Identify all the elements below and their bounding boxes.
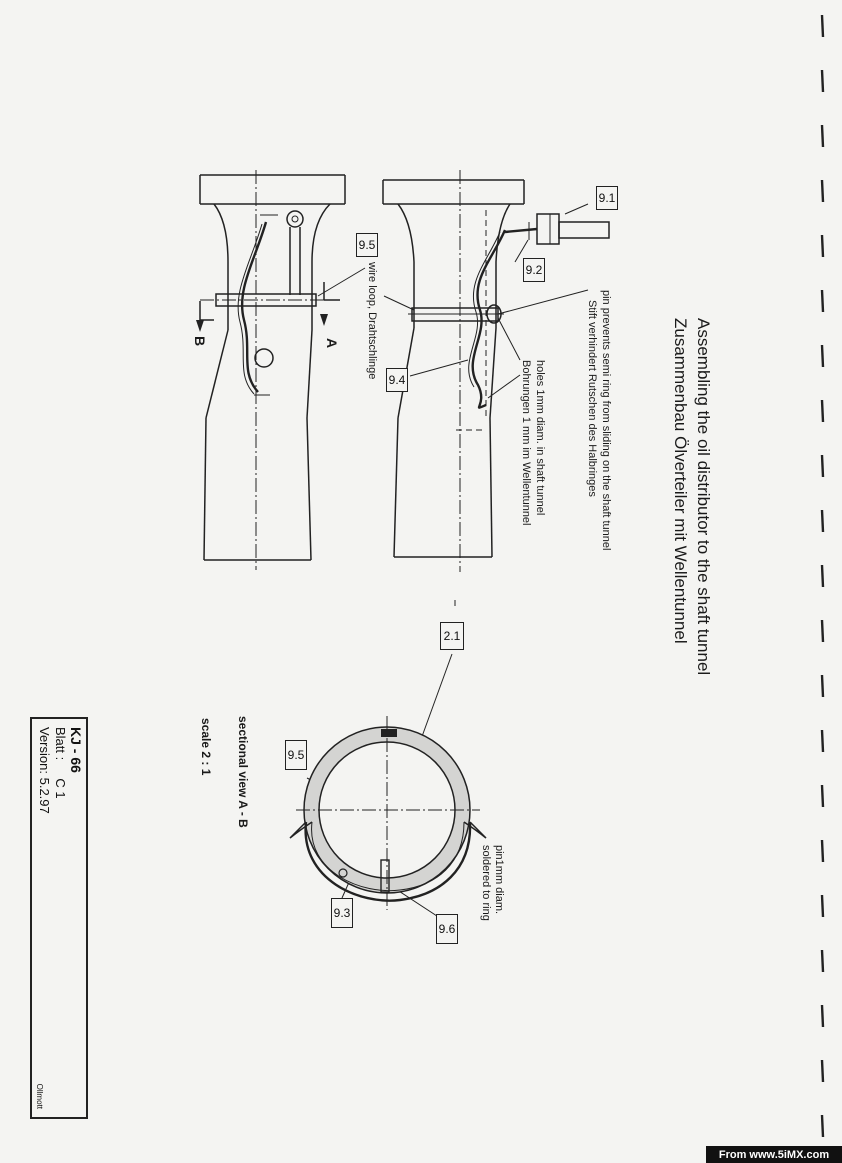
sectional-view-a-b (290, 716, 486, 910)
holes-note-german: Bohrungen 1 mm im Wellentunnel (520, 360, 532, 526)
sectional-view-label: sectional view A - B (236, 716, 250, 828)
binder-marks (822, 15, 823, 1137)
section-marker-b: B (192, 336, 208, 347)
wire-loop-label: wire loop, Drahtschlinge (366, 262, 378, 380)
part-tag-9-5-section: 9.5 (285, 740, 307, 770)
pin-note-german: Stift verhindert Rutschen des Halbringes (586, 300, 598, 497)
part-tag-9-1: 9.1 (596, 186, 618, 210)
title-block (30, 717, 88, 1119)
part-tag-9-6: 9.6 (436, 914, 458, 944)
pin-note-english: pin prevents semi ring from sliding on the shaft tunnel (600, 290, 612, 551)
title-block-model: KJ - 66 (68, 727, 84, 773)
pin-soldered-note: soldered to ring (480, 845, 492, 921)
title-block-signature: Ollmott (35, 1083, 44, 1109)
part-tag-9-5-side-view: 9.5 (356, 233, 378, 257)
title-german: Zusammenbau Ölverteiler mit Wellentunnel (671, 318, 690, 644)
part-tag-9-3: 9.3 (331, 898, 353, 928)
holes-note-english: holes 1mm diam. in shaft tunnel (534, 360, 546, 516)
title-block-version-label: Version: (37, 727, 52, 774)
part-tag-9-2: 9.2 (523, 258, 545, 282)
source-footer: From www.5iMX.com (706, 1146, 842, 1163)
title-block-sheet-label: Blatt : (53, 727, 68, 761)
part-tag-9-4: 9.4 (386, 368, 408, 392)
title-block-sheet-value: C 1 (53, 778, 68, 799)
part-tag-2-1: 2.1 (440, 622, 464, 650)
title-block-version-value: 5.2.97 (37, 777, 52, 814)
section-marker-a: A (324, 338, 340, 349)
shaft-tunnel-upper-view (383, 170, 609, 572)
shaft-tunnel-lower-view (196, 170, 345, 570)
pin-diameter-note: pin1mm diam. (493, 845, 505, 915)
title-english: Assembling the oil distributor to the shaft tunnel (694, 318, 713, 676)
scale-label: scale 2 : 1 (199, 718, 213, 776)
